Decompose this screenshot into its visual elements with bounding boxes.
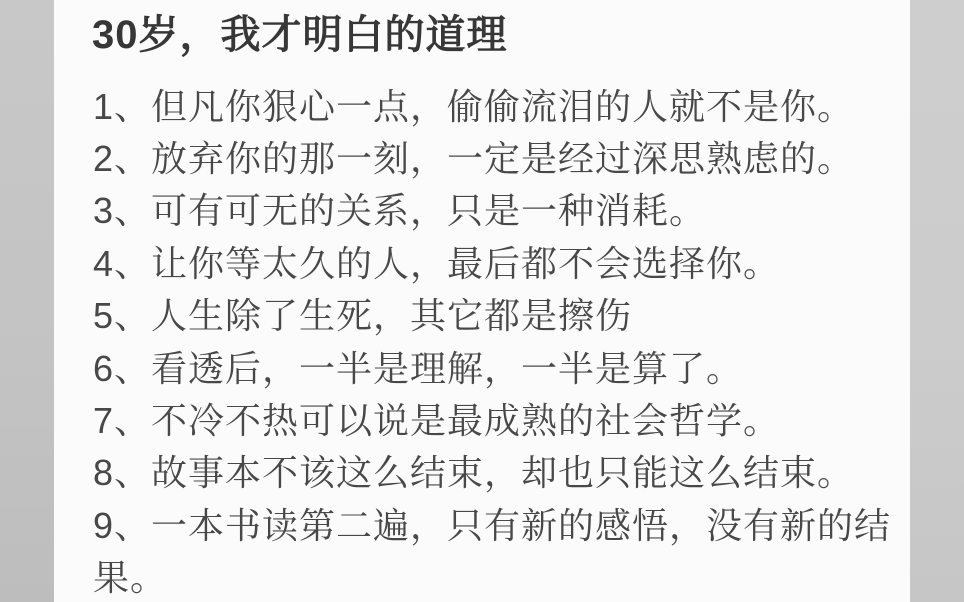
list-item-4: 4、让你等太久的人，最后都不会选择你。: [93, 242, 781, 284]
page-title: 30岁，我才明白的道理: [92, 13, 508, 57]
list-item-6: 6、看透后，一半是理解，一半是算了。: [93, 347, 744, 389]
list-item-9: 9、一本书读第二遍，只有新的感悟，没有新的结: [93, 504, 892, 546]
list-item-3: 3、可有可无的关系，只是一种消耗。: [93, 190, 707, 232]
lessons-list: [93, 78, 910, 602]
list-item-1: 1、但凡你狠心一点，偷偷流泪的人就不是你。: [93, 85, 855, 127]
list-item-9-continuation: 果。: [93, 557, 168, 599]
list-item-7: 7、不冷不热可以说是最成熟的社会哲学。: [93, 400, 781, 442]
pillarbox-bar-left: [0, 0, 54, 602]
list-item-5: 5、人生除了生死，其它都是擦伤: [93, 295, 633, 337]
text-page: [54, 0, 910, 602]
list-item-8: 8、故事本不该这么结束，却也只能这么结束。: [93, 452, 855, 494]
list-item-2: 2、放弃你的那一刻，一定是经过深思熟虑的。: [93, 138, 855, 180]
pillarbox-bar-right: [910, 0, 964, 602]
